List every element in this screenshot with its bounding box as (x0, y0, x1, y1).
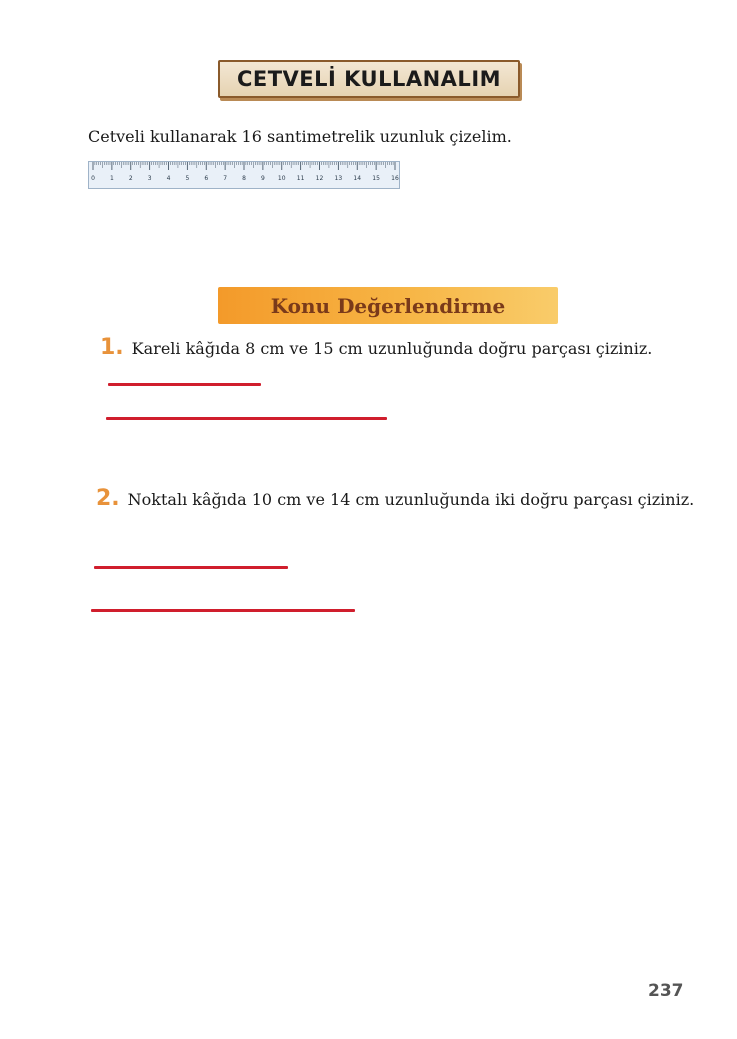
question-1-number: 1. (100, 335, 124, 360)
ruler-label: 16 (391, 175, 399, 182)
question-1-text: Kareli kâğıda 8 cm ve 15 cm uzunluğunda doğru parçası çiziniz. (131, 339, 653, 358)
question-2 (96, 486, 694, 511)
question-1 (100, 335, 652, 360)
page-number: 237 (648, 981, 684, 1001)
section-title: CETVELİ KULLANALIM (236, 67, 502, 91)
question-2-number: 2. (96, 486, 120, 511)
ruler-label: 15 (372, 175, 380, 182)
ruler-label: 6 (204, 175, 209, 182)
ruler-graphic (88, 161, 400, 189)
ruler-label: 11 (296, 175, 305, 182)
ruler-label: 9 (260, 175, 265, 182)
evaluation-banner (218, 287, 558, 324)
answer-line-2b (91, 609, 355, 612)
ruler-label: 8 (242, 175, 246, 182)
ruler-label: 4 (166, 175, 171, 182)
intro-text: Cetveli kullanarak 16 santimetrelik uzunluk çizelim. (88, 127, 512, 146)
evaluation-title: Konu Değerlendirme (270, 293, 506, 318)
answer-line-1a (108, 383, 261, 386)
ruler-label: 1 (109, 175, 114, 182)
ruler-label: 0 (91, 175, 95, 182)
ruler-label: 5 (185, 175, 190, 182)
ruler-label: 12 (315, 175, 324, 182)
ruler-label: 10 (277, 175, 286, 182)
ruler-label: 14 (353, 175, 362, 182)
ruler-label: 7 (223, 175, 228, 182)
section-title-box (218, 60, 520, 98)
ruler-label: 13 (334, 175, 343, 182)
ruler-label: 2 (128, 175, 133, 182)
answer-line-1b (106, 417, 387, 420)
question-2-text: Noktalı kâğıda 10 cm ve 14 cm uzunluğunda iki doğru parçası çiziniz. (127, 490, 695, 509)
ruler-label: 3 (147, 175, 152, 182)
ruler (88, 161, 400, 189)
answer-line-2a (94, 566, 288, 569)
